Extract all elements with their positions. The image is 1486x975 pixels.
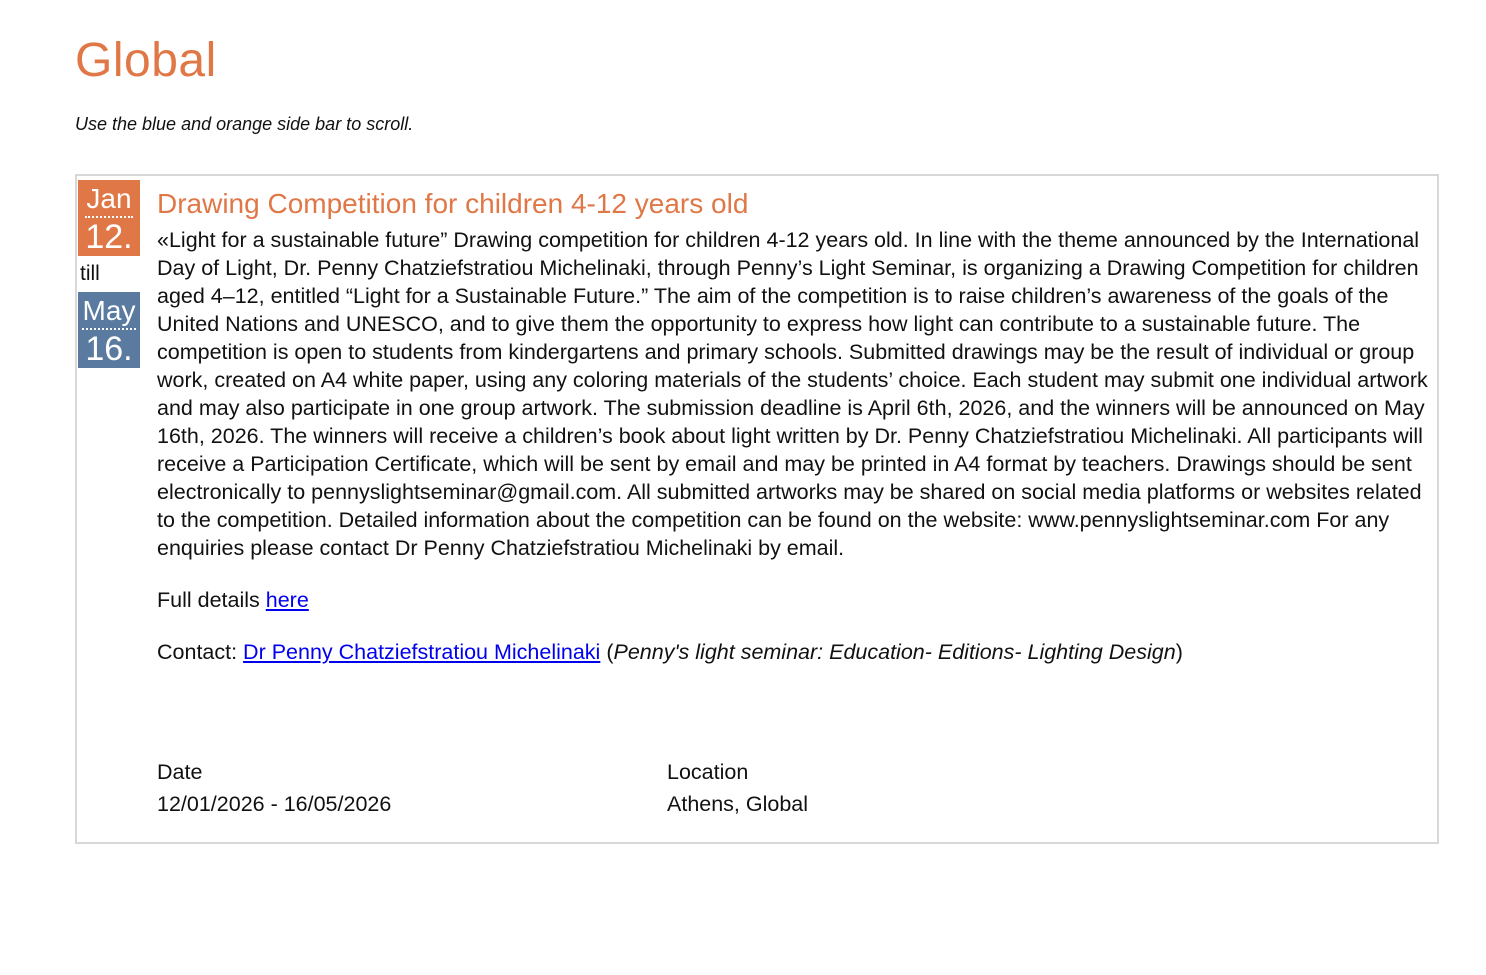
start-day: 12. [85,218,133,256]
full-details-label: Full details [157,588,266,612]
date-value: 12/01/2026 - 16/05/2026 [157,792,392,816]
contact-label: Contact: [157,640,244,664]
contact-name-link[interactable]: Dr Penny Chatziefstratiou Michelinaki [243,640,601,664]
date-block [157,756,391,820]
date-column [78,180,140,368]
full-details-link[interactable]: here [265,588,309,612]
full-details-line [157,586,1437,614]
event-title: Drawing Competition for children 4-12 years old [157,188,749,219]
page-title: Global [75,34,217,87]
location-value: Athens, Global [667,792,809,816]
end-month: May [82,294,137,330]
end-day: 16. [85,330,133,368]
location-block [667,756,808,820]
event-content [157,186,1437,666]
start-date-badge[interactable] [78,180,140,256]
end-date-badge[interactable] [78,292,140,368]
contact-line [157,638,1437,666]
close-paren: ) [1175,640,1183,664]
date-label: Date [157,760,203,784]
event-card [75,174,1439,844]
organization-name: Penny's light seminar: Education- Editions- Lighting Design [613,640,1176,664]
open-paren: ( [600,640,614,664]
scroll-hint: Use the blue and orange side bar to scroll. [75,114,414,134]
till-label: till [80,262,100,285]
start-month: Jan [85,182,132,218]
event-description: «Light for a sustainable future” Drawing competition for children 4-12 years old. In line with the theme announced by the International Day of Light, Dr. Penny Chatziefstratiou Michelinaki, through Penny’s Light Seminar, is organizing a Drawing Competition for children aged 4–12, entitled “Light for a Sustainable Future.” The aim of the competition is to raise children’s awareness of the goals of the United Nations and UNESCO, and to give them the opportunity to express how light can contribute to a sustainable future. The competition is open to students from kindergartens and primary schools. Submitted drawings may be the result of individual or group work, created on A4 white paper, using any coloring materials of the students’ choice. Each student may submit one individual artwork and may also participate in one group artwork. The submission deadline is April 6th, 2026, and the winners will be announced on May 16th, 2026. The winners will receive a children’s book about light written by Dr. Penny Chatziefstratiou Michelinaki. All participants will receive a Participation Certificate, which will be sent by email and may be printed in A4 format by teachers. Drawings should be sent electronically to pennyslightseminar@gmail.com. All submitted artworks may be shared on social media platforms or websites related to the competition. Detailed information about the competition can be found on the website: www.pennyslightseminar.com For any enquiries please contact Dr Penny Chatziefstratiou Michelinaki by email. [157,228,1428,560]
location-label: Location [667,760,749,784]
